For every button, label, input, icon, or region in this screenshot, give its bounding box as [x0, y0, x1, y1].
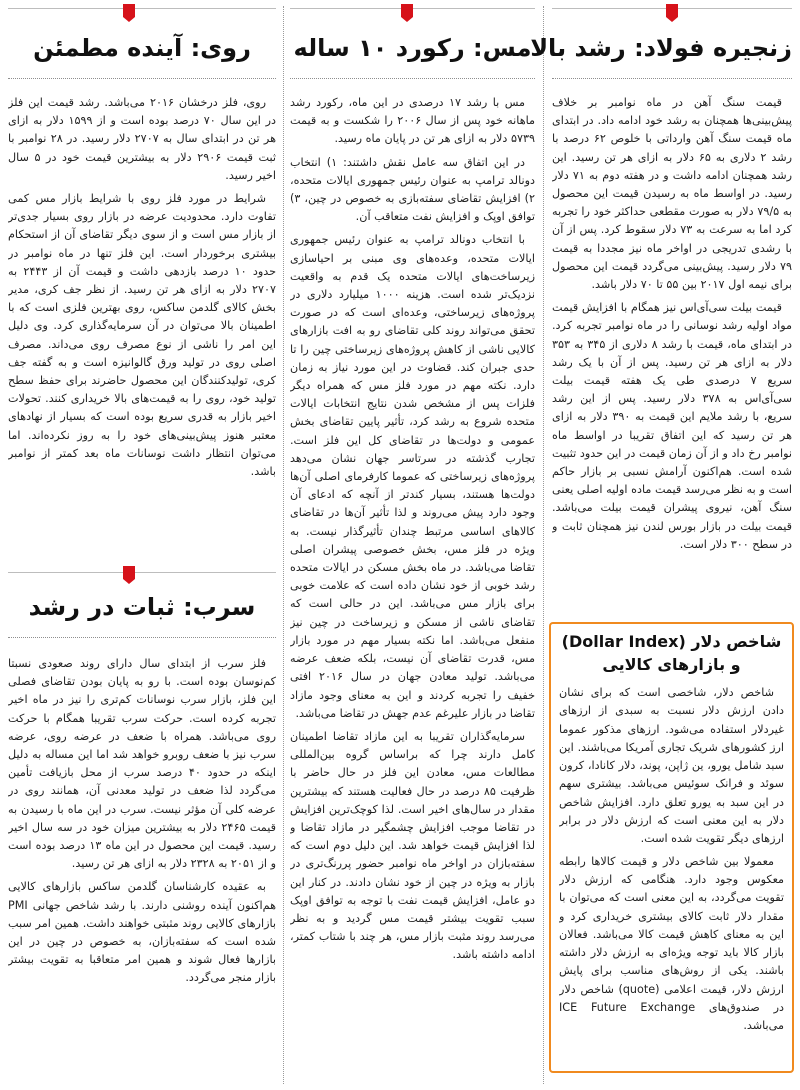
article-title-zinc: روی: آینده مطمئن: [33, 34, 251, 62]
article-title-lead: سرب: ثبات در رشد: [28, 593, 256, 621]
column-divider-right: [543, 6, 544, 1084]
title-underline: [8, 78, 276, 79]
paragraph: معمولا بین شاخص دلار و قیمت کالاها رابطه معکوس وجود دارد. هنگامی که ارزش دلار تقویت می‌گردد، به این معنی است که می‌توان با مقدار دلار ثابت کالای بیشتری خریداری کرد و این به معنای کاهش قیمت کالا می‌باشد. فعالان بازار کالا باید توجه ویژه‌ای به ارزش دلار داشته باشند. یکی از روش‌های مناسب برای پایش ارزش دلار، قیمت اعلامی (quote) شاخص دلار در صندوق‌های ICE Future Exchange می‌باشد.: [559, 854, 784, 1033]
paragraph: در این اتفاق سه عامل نقش داشتند: ۱) انتخاب دونالد ترامپ به عنوان رئیس جمهوری ایالات متحده، ۲) افزایش تقاضای سفته‌بازی به خصوص در چین، ۳) توافق اوپک و افزایش نفت متعاقب آن.: [290, 155, 535, 224]
article-body-lead: [8, 655, 276, 1085]
title-underline: [552, 78, 792, 79]
paragraph: شاخص دلار، شاخصی است که برای نشان دادن ارزش دلار نسبت به سبدی از ارزهای غیردلار استفاده می‌شود. ارزهای مذکور عموما ارز کشورهای شریک تجاری آمریکا می‌باشند. این سبد شامل یورو، ین ژاپن، پوند، دلار کانادا، کرون سوئد و فرانک سوئیس می‌باشد. بیشتری سهم در این سبد به یورو تعلق دارد. افزایش شاخص دلار به این معنی است که ارزش دلار در برابر ارزهای دیگر تقویت شده است.: [559, 686, 784, 846]
article-body-zinc: [8, 94, 276, 554]
title-underline: [290, 78, 535, 79]
paragraph: سرمایه‌گذاران تقریبا به این مازاد تقاضا اطمینان کامل دارند چرا که براساس گروه بین‌المللی مطالعات مس، معادن این فلز در حال حاضر با ظرفیت ۸۵ درصد در حال فعالیت هستند که بیشترین مقدار در سال‌های اخیر است. لذا کوچک‌ترین افزایش در تقاضا موجب افزایش چشمگیر در مازاد تقاضا و لذا افزایش قیمت خواهد شد. این دلیل دوم است که سفته‌بازان در اواخر ماه نوامبر حضور پررنگ‌تری در بازار به ویژه در چین از خود نشان دادند. در کنار این دو عامل، افزایش قیمت نفت با توجه به توافق اوپک سبب تقویت بیشتر قیمت مس گردید و به نظر می‌رسد روند مثبت بازار مس، هر چند با شتاب کمتر، ادامه داشته باشد.: [290, 729, 535, 962]
paragraph: روی، فلز درخشان ۲۰۱۶ می‌باشد. رشد قیمت این فلز در این سال ۷۰ درصد بوده است و از ۱۵۹۹ دلار به ازای هر تن در ابتدای سال به ۲۷۰۷ دلار رسید. در ۲۸ نوامبر با ثبت قیمت ۲۹۰۶ دلار به بیشترین قیمت خود در ۵ سال اخیر رسید.: [8, 96, 276, 182]
box-body: [559, 684, 784, 1065]
section-line-lead: [8, 572, 276, 573]
top-line-left: [8, 8, 276, 9]
section-marker-icon: [666, 4, 678, 17]
section-marker-icon: [123, 566, 135, 579]
title-underline: [8, 637, 276, 638]
paragraph: فلز سرب از ابتدای سال دارای روند صعودی نسبتا کم‌نوسان بوده است. با رو به پایان بودن تقاضای فصلی این فلز، بازار سرب نوسانات کم‌تری را نیز در ماه اخیر تجربه کرده است. حرکت سرب تقریبا همگام با حرکت روی می‌باشد. همراه با ضعف در عرضه روی، عرضه سرب نیز با ضعف روبرو خواهد شد اما این مساله به دلیل اینکه در حدود ۴۰ درصد سرب از محل بازیافت تأمین می‌گردد لذا ضعف در تولید معدنی آن، همانند روی در عرضه کلی آن مؤثر نیست. سرب در این ماه با رسیدن به قیمت ۲۴۶۵ دلار به بیشترین میزان خود در سه سال اخیر رسید. قیمت این محصول در این ماه ۱۳ درصد بوده است و از ۲۰۵۱ به ۲۳۲۸ دلار به ازای هر تن رسید.: [8, 657, 276, 871]
paragraph: با انتخاب دونالد ترامپ به عنوان رئیس جمهوری ایالات متحده، وعده‌های وی مبنی بر احیاسازی زیرساخت‌های ایالات متحده یک قدم به واقعیت نزدیک‌تر شده است. هزینه ۱۰۰۰ میلیارد دلاری در پروژه‌های زیرساختی، وعده‌ای است که در صورت تحقق می‌تواند روند کلی تقاضای رو به افت بازارهای کالایی ناشی از کاهش پروژه‌های زیرساختی چین را تا حدی جبران کند. قضاوت در این مورد نیاز به زمان دارد. نکته مهم در مورد فلز مس که همراه دیگر فلزات پس از مشخص شدن نتایج انتخابات ایالات متحده شروع به رشد کرد، تأثیر پایین تقاضای بخش عمومی و دولت‌ها در تقاضای کل این فلز است. تجارب گذشته در سرتاسر جهان نشان می‌دهد پروژه‌های زیرساختی که عموما کارفرمای اصلی آن‌ها دولت‌ها هستند، بسیار کندتر از آنچه که ادعای آن وجود دارد پیش می‌روند و لذا تأثیر آن‌ها در تقاضای کالاهای اساسی مرتبط چندان تأثیرگذار نیست. به ویژه در فلز مس، بخش خصوصی پیشران اصلی تقاضا می‌باشد. در ماه بخش مسکن در ایالات متحده رشد خوبی از خود نشان داده است که علامت خوبی برای بازار مس می‌باشد. این در حالی است که تقاضای ناشی از مسکن و زیرساخت در چین نیز منفعل می‌باشد. اما نکته بسیار مهم در مورد بازار مس، قدرت تقاضای آن نیست، بلکه ضعف عرضه می‌باشد. تولید معادن جهان در سال ۲۰۱۶ افتی خفیف را تجربه کردند و این به معنای وجود مازاد تقاضا در بازار علیرغم عدم جهش در تقاضا می‌باشد.: [290, 233, 535, 720]
article-title-copper: مس: رکورد ۱۰ ساله: [293, 34, 532, 62]
section-marker-icon: [401, 4, 413, 17]
box-title: [557, 630, 786, 676]
column-divider-left: [283, 6, 284, 1084]
paragraph: قیمت سنگ آهن در ماه نوامبر بر خلاف پیش‌بینی‌ها همچنان به رشد خود ادامه داد. در ابتدای ماه قیمت سنگ آهن وارداتی با خلوص ۶۲ درصد با رشد ۲ دلاری به ۶۵ دلار به ازای هر تن رسید. این رشد همچنان ادامه داشت و در هفته دوم به ۷۱ دلار رسید. در اواسط ماه به رسیدن قیمت این محصول به ۷۹/۵ دلار به صورت مقطعی حداکثر خود را تجربه کرد اما به سرعت به ۷۳ دلار سقوط کرد. پس از آن با رشدی تدریجی در اواخر ماه نیز مجددا به قیمت ۷۹ دلار رسید. پیش‌بینی می‌گردد قیمت این محصول برای نیمه اول ۲۰۱۷ بین ۵۵ تا ۷۰ دلار باشد.: [552, 96, 792, 292]
box-title-line: و بازارهای کالایی: [602, 655, 741, 674]
paragraph: مس با رشد ۱۷ درصدی در این ماه، رکورد رشد ماهانه خود پس از سال ۲۰۰۶ را شکست و به قیمت ۵۷۳۹ دلار به ازای هر تن در پایان ماه رسید.: [290, 96, 535, 146]
article-body-copper: [290, 94, 535, 1084]
dollar-index-box: [549, 622, 794, 1073]
paragraph: شرایط در مورد فلز روی با شرایط بازار مس کمی تفاوت دارد. محدودیت عرضه در بازار روی بسیار جدی‌تر از بازار مس است و از سوی دیگر تقاضای آن از استحکام بیشتری برخوردار است. این فلز تنها در ماه نوامبر در حدود ۱۰ درصد بازدهی داشت و قیمت آن از ۲۴۴۳ به ۲۷۰۷ دلار به ازای هر تن رسید. از نظر جف کری، مدیر بخش کالای گلدمن ساکس، روی بهترین فلزی است که با اطمینان بالا می‌توان در آن سرمایه‌گذاری کرد. وی دلیل این امر را ناشی از نوع مصرف روی می‌داند. مصرف اصلی روی در تولید ورق گالوانیزه است و به گفته جف کری، تولیدکنندگان این محصول حاضرند برای حفظ سطح تولید خود، روی را به قیمت‌های بالا خریداری کنند. تحولات اخیر بازار به قدری سریع بوده است که بسیار از نهادهای معتبر هنوز پیش‌بینی‌های خود را به روز نکرده‌اند. اما می‌توان انتظار داشت نوسانات ماه بعد کمتر از نوامبر باشد.: [8, 192, 276, 479]
article-body-steel: [552, 94, 792, 616]
paragraph: قیمت بیلت سی‌آی‌اس نیز همگام با افزایش قیمت مواد اولیه رشد نوسانی را در ماه نوامبر تجربه کرد. در ابتدای ماه، قیمت با رشد ۸ دلاری از ۳۴۵ به ۳۵۳ دلار به ازای هر تن رسید. پس از آن با یک رشد سریع ۷ درصدی طی یک هفته قیمت بیلت سی‌آی‌اس به ۳۷۸ دلار رسید. پس از این رشد سریع، با رشد ملایم این قیمت به ۳۹۰ دلار به ازای هر تن رسید که این اتفاق تقریبا در اواسط ماه نوامبر رخ داد و از آن زمان قیمت در این حدود تثبیت شده است. هم‌اکنون آرامش نسبی بر بازار حاکم است و به نظر می‌رسد قیمت ماده اولیه اصلی یعنی سنگ آهن، نیروی پیشران قیمت بیلت می‌باشد. قیمت بیلت در بازار بورس لندن نیز همچنان ثابت و در سطح ۳۰۰ دلار است.: [552, 301, 792, 551]
section-marker-icon: [123, 4, 135, 17]
box-title-line: شاخص دلار (Dollar Index): [561, 632, 782, 651]
paragraph: به عقیده کارشناسان گلدمن ساکس بازارهای کالایی هم‌اکنون آینده روشنی دارند. با رشد شاخص جهانی PMI بازارهای کالایی روند مثبتی خواهند داشت. همین امر سبب شده است که سفته‌بازان، به خصوص در چین در این بازارها فعال شوند و همین امر متعاقبا به تقویت بیشتر بازار منجر می‌گردد.: [8, 880, 276, 985]
article-title-steel: زنجیره فولاد: رشد بالا: [530, 34, 792, 62]
